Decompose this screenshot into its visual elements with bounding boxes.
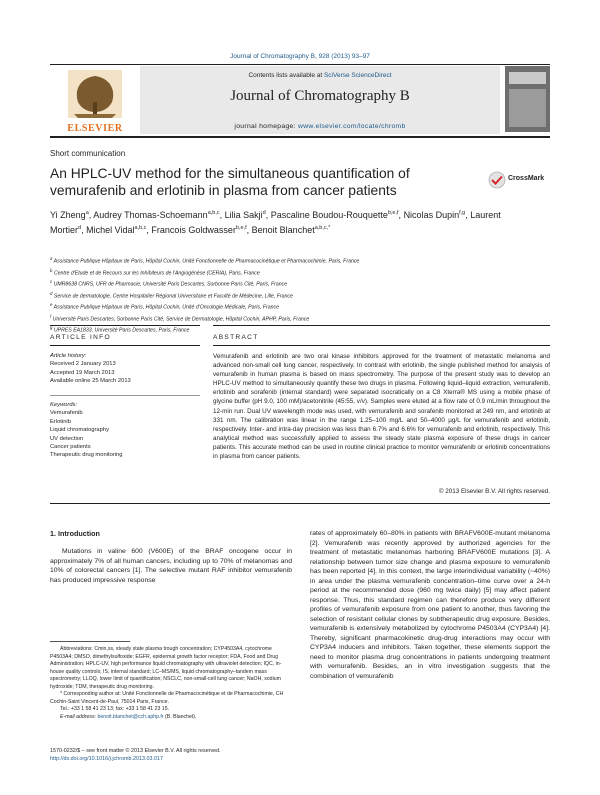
journal-cover-band bbox=[509, 72, 546, 84]
keyword-item: Cancer patients bbox=[50, 444, 91, 451]
copyright-notice: © 2013 Elsevier B.V. All rights reserved. bbox=[438, 488, 550, 495]
article-type: Short communication bbox=[50, 149, 126, 158]
abbreviations-footnote: Abbreviations: Cmin,ss, steady state plasma trough concentration; CYP4503A4, cytochrome P4503A4; DMSO, dimethylsulfoxide; EGFR, epidermal growth factor receptor; FDA, Food and Drug Administration; HPLC-UV, high performance liquid chromatography with ultraviolet detection; IQC, in-house quality controls; IS, internal standard; LC–MS/MS, liquid chromatography–tandem mass spectrometry; LLOQ, lower limit of quantification; NSCLC, non-small-cell lung cancer; NaOH, sodium hydroxide; TDM, therapeutic drug monitoring. bbox=[50, 646, 282, 690]
affiliation-item bbox=[50, 290, 550, 302]
author-name: Laurent Mortier bbox=[50, 210, 501, 235]
intro-right-paragraph: rates of approximately 60–80% in patients with BRAFV600E-mutant melanoma [2]. Vemurafenib was recently approved by authorized agencies for the treatment of metastatic melanomas harboring BRAFV600E mutations [3]. A relationship between tumor size change and plasma exposure to vemurafenib has been reported [4]. In this context, the large interindividual variability (~40%) in area under the plasma vemurafenib concentration–time curve over a 24-h period at the recommended dose (960 mg twice daily) [5] may affect patient response. Thus, this standard regimen can therefore produce very different profiles of vemurafenib exposure from one patient to another, thus favoring the selection of resistant cellular clones by subtherapeutic drug exposure. Besides, vemurafenib is extensively metabolized by cytochrome P4503A4 (CYP3A4) [4]. Thereby, significant pharmacokinetic drug-drug interactions may occur with CYP3A4 inducers and inhibitors. Taken together, these elements support the need to monitor plasma drug concentrations in patients undergoing treatment with vemurafenib. Besides, an in vitro investigation suggests that the combination of vemurafenib bbox=[310, 530, 550, 680]
footnote-rule bbox=[50, 641, 130, 642]
affiliation-sup: b bbox=[50, 267, 53, 273]
corresponding-author-footnote: * Corresponding author at: Unité Fonctionnelle de Pharmacocinétique et de Pharmacochimie, CH Cochin-Saint Vincent-de-Paul, 75014 Paris, France. bbox=[50, 691, 284, 705]
keyword-item: Erlotinib bbox=[50, 418, 71, 425]
affiliation-item bbox=[50, 278, 550, 290]
author-sup: d bbox=[262, 210, 266, 216]
info-rule-mid bbox=[50, 345, 200, 346]
affiliation-sup: e bbox=[50, 302, 53, 308]
email-link[interactable]: benoit.blanchet@cch.aphp.fr bbox=[97, 713, 164, 720]
affiliation-item bbox=[50, 313, 550, 325]
crossmark-icon[interactable] bbox=[488, 170, 506, 190]
author-name: Michel Vidal bbox=[86, 225, 135, 235]
author-2[interactable] bbox=[93, 210, 219, 220]
section-heading-introduction: 1. Introduction bbox=[50, 529, 100, 538]
homepage-link[interactable]: www.elsevier.com/locate/chromb bbox=[298, 123, 406, 130]
affiliation-text: Centre d'Etude et de Recours sur les Inhibiteurs de l'Angiogénèse (CERIA), Paris, France bbox=[53, 270, 260, 277]
article-info-heading: ARTICLE INFO bbox=[50, 334, 111, 341]
contents-prefix: Contents lists available at bbox=[248, 72, 324, 79]
author-name: Nicolas Dupin bbox=[403, 210, 460, 220]
email-footnote bbox=[50, 714, 292, 722]
article-history bbox=[50, 352, 200, 386]
history-accepted: Accepted 19 March 2013 bbox=[50, 369, 115, 376]
author-sup: a bbox=[85, 210, 89, 216]
info-rule-sep bbox=[50, 395, 200, 396]
affiliation-sup: a bbox=[50, 256, 53, 261]
crossmark-label[interactable]: CrossMark bbox=[508, 175, 545, 182]
author-name: Pascaline Boudou-Rouquette bbox=[270, 210, 388, 220]
author-sup: a,b,c bbox=[134, 225, 147, 231]
author-name: Francois Goldwasser bbox=[151, 225, 236, 235]
affiliation-text: UPRES EA1833, Université Paris Descartes, Paris, France bbox=[53, 327, 190, 334]
keyword-item: Therapeutic drug monitoring bbox=[50, 452, 123, 459]
article-title: An HPLC-UV method for the simultaneous quantification of vemurafenib and erlotinib in plasma from cancer patients bbox=[50, 166, 410, 198]
abstract-rule-mid bbox=[213, 345, 550, 346]
author-name: Yi Zheng bbox=[50, 210, 86, 220]
journal-homepage bbox=[140, 123, 500, 130]
abstract-rule-bottom bbox=[50, 503, 550, 504]
email-suffix: (B. Blanchet). bbox=[163, 713, 197, 720]
author-8[interactable] bbox=[151, 225, 246, 235]
affiliation-item bbox=[50, 255, 550, 267]
affiliation-text: Université Paris Descartes, Sorbonne Paris Cité, Service de Dermatologie, Hôpital Cochin, APHP, Paris, France bbox=[52, 316, 310, 323]
affiliation-text: Assistance Publique Hôpitaux de Paris, Hôpital Cochin, Unité d'Oncologie Médicale, Paris, France bbox=[53, 304, 279, 311]
keyword-item: Vemurafenib bbox=[50, 410, 83, 417]
affiliation-sup: g bbox=[50, 325, 53, 331]
affiliation-sup: c bbox=[50, 279, 53, 285]
sciencedirect-link[interactable]: SciVerse ScienceDirect bbox=[323, 72, 392, 79]
author-3[interactable] bbox=[225, 210, 266, 220]
abstract-heading: ABSTRACT bbox=[213, 334, 259, 341]
info-rule-top bbox=[50, 325, 200, 326]
author-sup: a,b,c bbox=[207, 210, 220, 216]
journal-cover-art bbox=[509, 89, 546, 127]
affiliation-text: Assistance Publique Hôpitaux de Paris, Hôpital Cochin, Unité Fonctionnelle de Pharmacocinétique et Pharmacochimie, Paris, France bbox=[53, 258, 360, 265]
keyword-item: UV detection bbox=[50, 435, 84, 442]
author-name: Audrey Thomas-Schoemann bbox=[93, 210, 208, 220]
header-rule-bottom bbox=[50, 136, 550, 138]
history-online: Available online 25 March 2013 bbox=[50, 378, 131, 385]
page-footer bbox=[50, 748, 350, 763]
author-sup: b,e,f bbox=[235, 225, 247, 231]
author-1[interactable] bbox=[50, 210, 89, 220]
history-received: Received 2 January 2013 bbox=[50, 361, 116, 368]
affiliation-sup: f bbox=[50, 313, 52, 319]
affiliation-item bbox=[50, 324, 550, 336]
abstract-text: Vemurafenib and erlotinib are two oral kinase inhibitors approved for the treatment of metastatic melanoma and advanced non-small cell lung cancer, respectively. In contrast with erlotinib, the single published method for analysis of vemurafenib in human plasma is based on mass spectrometry. The purpose of the present study was to develop an HPLC-UV method to simultaneously quantify these two drugs in plasma. Following liquid–liquid extraction, vemurafenib, erlotinib and sorafenib (internal standard) were separated isocratically on a C8 Xterra® MS using a mobile phase of glycine buffer (pH 9.0, 100 mM)/acetonitrile (45:55, v/v). Samples were eluted at a flow rate of 0.9 mL/min throughout the 12-min run. Dual UV wavelength mode was used, with vemurafenib and sorafenib monitored at 249 nm, and erlotinib at 331 nm. The calibration was linear in the range 1.25–100 mg/L and 50–4000 µg/L for vemurafenib and erlotinib, respectively. Inter- and intra-day precision was less than 6.7% and 6.6% for vemurafenib and erlotinib, respectively. This analytical method was successfully applied to assess the steady state plasma exposure of these drugs in cancer patients. This accurate method can be used in routine clinical practice to monitor vemurafenib or erlotinib concentrations in plasma from cancer patients. bbox=[213, 353, 550, 461]
keywords-label: Keywords: bbox=[50, 402, 78, 408]
affiliation-item bbox=[50, 267, 550, 279]
affiliation-item bbox=[50, 301, 550, 313]
header-rule-top bbox=[50, 64, 550, 65]
email-label: E-mail address: bbox=[60, 713, 98, 720]
author-sup: a,b,c,* bbox=[314, 225, 331, 231]
affiliation-text: UMR8638 CNRS, UFR de Pharmacie, Université Paris Descartes, Sorbonne Paris Cité, Paris, France bbox=[53, 281, 288, 288]
elsevier-wordmark: ELSEVIER bbox=[67, 123, 123, 134]
journal-title: Journal of Chromatography B bbox=[230, 88, 410, 104]
issn-line: 1570-0232/$ – see front matter © 2013 Elsevier B.V. All rights reserved. bbox=[50, 748, 221, 754]
author-name: Benoit Blanchet bbox=[251, 225, 315, 235]
author-sup: f,g bbox=[459, 210, 466, 216]
author-9[interactable] bbox=[252, 225, 331, 235]
history-label: Article history: bbox=[50, 353, 87, 359]
author-7[interactable] bbox=[86, 225, 146, 235]
author-list: Yi Zheng$^a$, Audrey Thomas-Schoemann$^{a,b,c}$, Lilia Sakji$^d$, Pascaline Boudou-Rouquette$^{b,e,f}$, Nicolas Dupin$^{f,g}$, Laurent Mortier$^d$, Michel Vidal$^{a,b,c}$, Francois Goldwasser$^{b,e,f}$, Benoit Blanchet$^{a,b,c,*}$ bbox=[50, 210, 501, 235]
keyword-list bbox=[50, 401, 200, 460]
journal-citation: Journal of Chromatography B, 928 (2013) 93–97 bbox=[230, 53, 370, 60]
contents-availability bbox=[140, 72, 500, 79]
intro-left-paragraph: Mutations in valine 600 (V600E) of the BRAF oncogene occur in approximately 7% of all human cancers, including up to 70% of melanomas and 10% of colorectal cancers [1]. The selective mutant RAF inhibitor vemurafenib has produced impressive response bbox=[50, 548, 292, 584]
doi-link[interactable]: http://dx.doi.org/10.1016/j.jchromb.2013.03.017 bbox=[50, 755, 163, 762]
author-sup: d bbox=[78, 225, 82, 231]
author-name: Lilia Sakji bbox=[224, 210, 263, 220]
abstract-rule-top bbox=[213, 325, 550, 326]
affiliation-text: Service de dermatologie, Centre Hospitalier Régional Universitaire et Faculté de Médecine, Lille, France bbox=[53, 293, 293, 300]
author-sup: b,e,f bbox=[387, 210, 399, 216]
author-5[interactable] bbox=[404, 210, 466, 220]
affiliation-sup: d bbox=[50, 290, 53, 296]
contact-footnote: Tel.: +33 1 58 41 23 13; fax: +33 1 58 41 23 15. bbox=[60, 706, 170, 712]
keyword-item: Liquid chromatography bbox=[50, 427, 109, 434]
homepage-prefix: journal homepage: bbox=[234, 123, 298, 130]
author-4[interactable] bbox=[271, 210, 399, 220]
footnotes bbox=[50, 646, 292, 721]
affiliation-list bbox=[50, 255, 550, 336]
